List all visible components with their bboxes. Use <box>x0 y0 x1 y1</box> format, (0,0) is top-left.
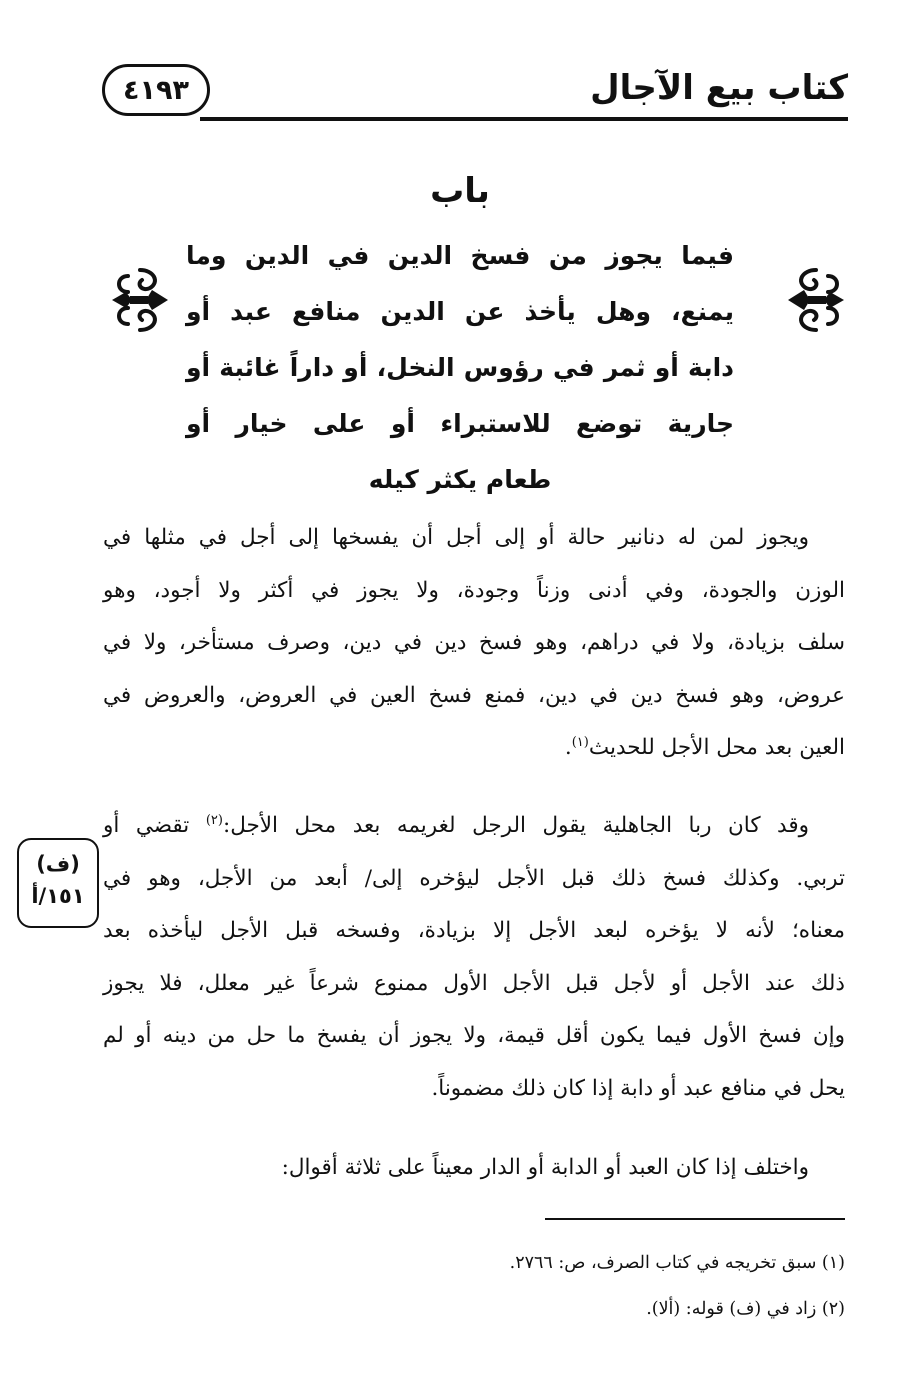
text-line-end: . <box>564 735 572 760</box>
footnote-reference[interactable]: (٢) <box>205 812 223 828</box>
text-line-tail: تقضي أو <box>103 813 190 838</box>
margin-ref-folio: ١٥١/أ <box>31 884 85 908</box>
footnote-item: (١) سبق تخريجه في كتاب الصرف، ص: ٢٧٦٦. <box>509 1253 845 1273</box>
running-header-title: كتاب بيع الآجال <box>590 68 848 108</box>
chapter-title-line: طعام يكثر كيله <box>368 465 552 494</box>
text-line <box>103 800 845 853</box>
chapter-word: باب <box>430 171 490 211</box>
text-line <box>103 722 845 775</box>
chapter-title <box>186 228 734 508</box>
footnote-reference[interactable]: (١) <box>571 734 589 750</box>
text-line: يحل في منافع عبد أو دابة إذا كان ذلك مضموناً. <box>431 1075 845 1101</box>
footnote-item: (٢) زاد في (ف) قوله: (ألا). <box>646 1299 845 1319</box>
text-line: واختلف إذا كان العبد أو الدابة أو الدار معيناً على ثلاثة أقوال: <box>281 1155 809 1180</box>
body-paragraph <box>103 512 845 775</box>
arabesque-ornament-icon <box>784 262 848 338</box>
text-line: تربي. وكذلك فسخ ذلك قبل الأجل ليؤخره إلى/ أبعد من الأجل، وهو في <box>103 865 845 891</box>
margin-ref-source: (ف) <box>36 852 80 876</box>
chapter-title-line: فيما يجوز من فسخ الدين في الدين وما <box>186 241 734 270</box>
footnote-separator <box>545 1218 845 1220</box>
body-paragraph <box>103 1142 845 1195</box>
text-line: معناه؛ لأنه لا يؤخره لبعد الأجل إلا بزيادة، وفسخه قبل الأجل ليأخذه بعد <box>103 918 845 943</box>
text-line: ويجوز لمن له دنانير حالة أو إلى أجل أن يفسخها إلى أجل في مثلها في <box>103 525 809 550</box>
body-paragraph <box>103 800 845 1115</box>
text-line-body: وقد كان ربا الجاهلية يقول الرجل لغريمه بعد محل الأجل: <box>222 813 810 838</box>
chapter-title-line: يمنع، وهل يأخذ عن الدين منافع عبد أو <box>186 297 734 326</box>
text-line: الوزن والجودة، وفي أدنى وزناً وجودة، ولا يجوز في أكثر ولا أجود، وهو <box>103 577 845 603</box>
chapter-title-line: دابة أو ثمر في رؤوس النخل، أو داراً غائبة أو <box>186 353 734 382</box>
text-line: ذلك عند الأجل أو لأجل قبل الأجل الأول ممنوع شرعاً غير معلل، فلا يجوز <box>103 970 845 996</box>
text-line: سلف بزيادة، ولا في دراهم، وهو فسخ دين في دين، وصرف مستأخر، ولا في <box>103 630 845 655</box>
manuscript-margin-reference <box>17 838 99 928</box>
text-line-body: العين بعد محل الأجل للحديث <box>588 735 845 760</box>
header-rule <box>200 117 848 121</box>
footnotes-list <box>103 1240 845 1332</box>
text-line: عروض، وهو فسخ دين في دين، فمنع فسخ العين في العروض، والعروض في <box>103 682 845 708</box>
page-number: ٤١٩٣ <box>102 64 210 116</box>
chapter-title-line: جارية توضع للاستبراء أو على خيار أو <box>186 409 734 438</box>
arabesque-ornament-icon <box>108 262 172 338</box>
text-line: وإن فسخ الأول فيما يكون أقل قيمة، ولا يجوز أن يفسخ ما حل من دينه أو لم <box>103 1023 845 1048</box>
